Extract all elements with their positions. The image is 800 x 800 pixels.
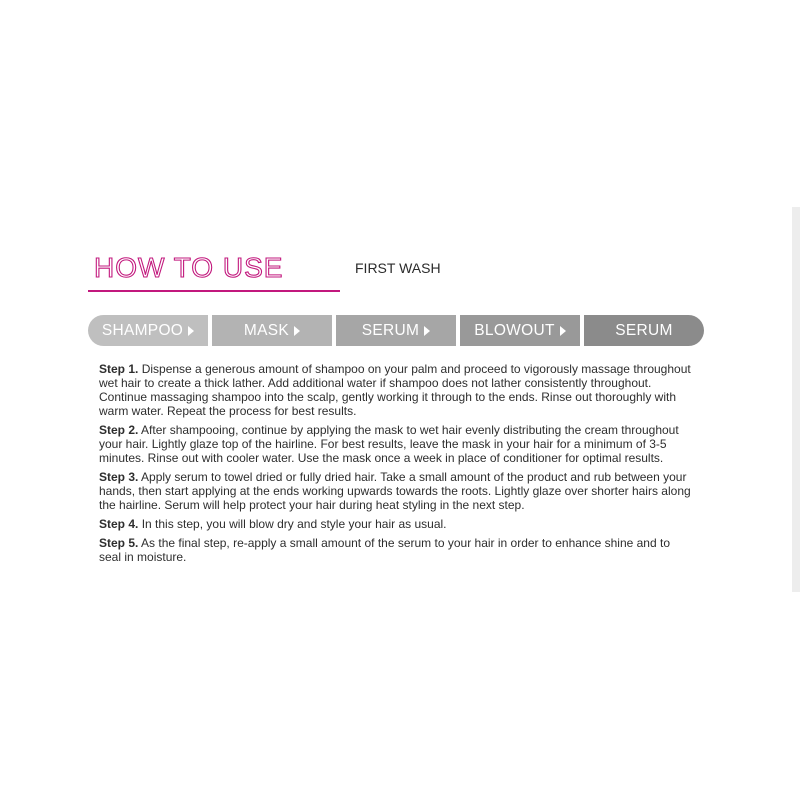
- step-tab-label: MASK: [243, 321, 290, 339]
- page-subtitle: FIRST WASH: [355, 260, 441, 276]
- step-label: Step 3.: [99, 470, 139, 484]
- step-tab-shampoo: [88, 315, 208, 346]
- step-tab-blowout: [460, 315, 580, 346]
- how-to-use-header: [88, 252, 448, 296]
- step-label: Step 1.: [99, 362, 139, 376]
- right-edge-strip: [792, 207, 800, 592]
- step-tab-label: SERUM: [361, 321, 420, 339]
- step-tab-serum: [336, 315, 456, 346]
- step-2-paragraph: [99, 423, 691, 465]
- arrow-right-icon: [294, 326, 300, 336]
- instructions: [99, 362, 691, 569]
- step-1-paragraph: [99, 362, 691, 418]
- step-text: In this step, you will blow dry and style your hair as usual.: [138, 517, 447, 531]
- step-4-paragraph: [99, 517, 691, 531]
- step-text: After shampooing, continue by applying the mask to wet hair evenly distributing the cream throughout your hair. Lightly glaze top of the hairline. For best results, leave the mask in your hair for a minimum of 3-5 minutes. Rinse out with cooler water. Use the mask once a week in place of conditioner for optimal results.: [99, 423, 679, 465]
- title-underline: [88, 290, 340, 292]
- step-label: Step 4.: [99, 517, 139, 531]
- step-tab-mask: [212, 315, 332, 346]
- steps-bar: [88, 315, 704, 346]
- arrow-right-icon: [424, 326, 430, 336]
- step-text: Apply serum to towel dried or fully dried hair. Take a small amount of the product and rub between your hands, then start applying at the ends working upwards towards the roots. Lightly glaze over shorter hairs along the hairline. Serum will help protect your hair during heat styling in the next step.: [99, 470, 691, 512]
- step-5-paragraph: [99, 536, 691, 564]
- step-text: As the final step, re-apply a small amount of the serum to your hair in order to enhance shine and to seal in moisture.: [99, 536, 670, 564]
- step-tab-label: SERUM: [615, 321, 673, 339]
- step-tab-label: SHAMPOO: [101, 321, 184, 339]
- step-tab-serum-final: [584, 315, 704, 346]
- step-label: Step 2.: [99, 423, 139, 437]
- step-tab-label: BLOWOUT: [474, 321, 555, 339]
- arrow-right-icon: [560, 326, 566, 336]
- step-text: Dispense a generous amount of shampoo on your palm and proceed to vigorously massage throughout wet hair to create a thick lather. Add additional water if shampoo does not lather consistently throughout. Continue massaging shampoo into the scalp, gently working it through to the ends. Rinse out thoroughly with warm water. Repeat the process for best results.: [99, 362, 691, 418]
- page-title: HOW TO USE: [94, 252, 284, 283]
- arrow-right-icon: [188, 326, 194, 336]
- step-3-paragraph: [99, 470, 691, 512]
- step-label: Step 5.: [99, 536, 139, 550]
